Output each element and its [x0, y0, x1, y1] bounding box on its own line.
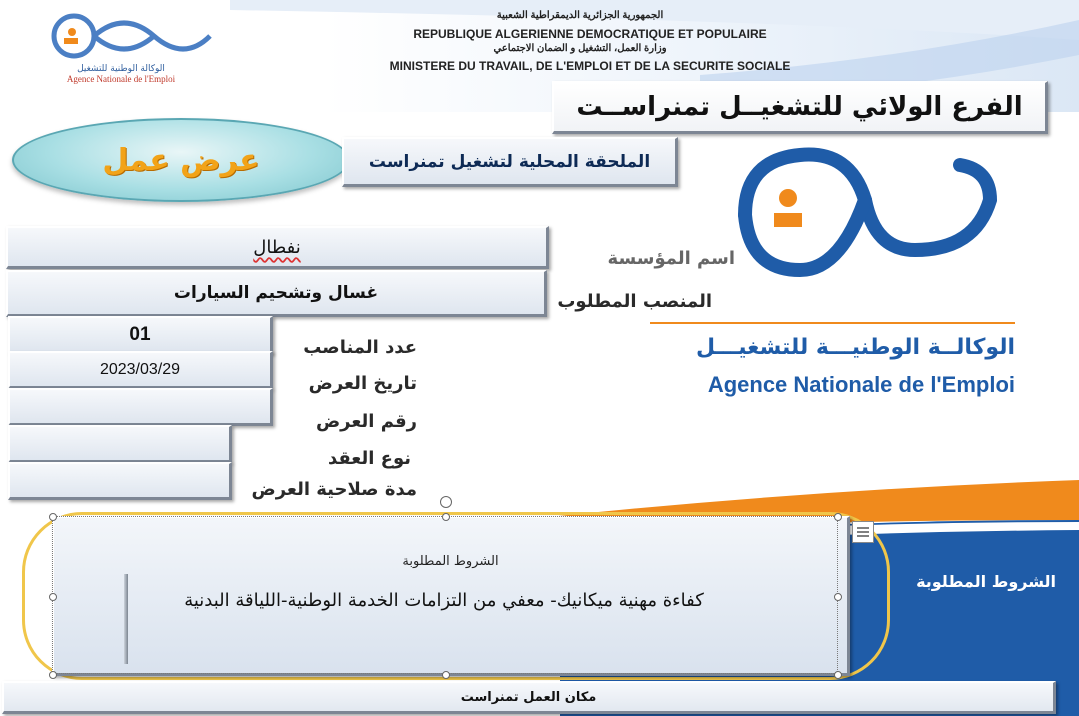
layout-options-icon[interactable] — [852, 521, 874, 543]
label-position: المنصب المطلوب — [557, 291, 712, 312]
agency-name-fr: Agence Nationale de l'Emploi — [707, 372, 1015, 397]
label-validity: مدة صلاحية العرض — [251, 479, 417, 500]
position-field[interactable] — [6, 270, 547, 317]
handle-bottom-left[interactable] — [49, 671, 57, 679]
handle-bottom-mid[interactable] — [442, 671, 450, 679]
offer-badge — [12, 118, 350, 202]
requirements-title: الشروط المطلوبة — [402, 554, 499, 569]
handle-top-left[interactable] — [49, 513, 57, 521]
contract-type-field[interactable] — [8, 425, 232, 463]
header-ministry: MINISTERE DU TRAVAIL, DE L'EMPLOI ET DE LA SECURITE SOCIALE — [389, 59, 791, 73]
count-value: 01 — [129, 323, 151, 345]
rotate-handle[interactable] — [440, 496, 452, 508]
company-field[interactable] — [6, 226, 549, 269]
small-logo-caption-fr: Agence Nationale de l'Emploi — [66, 74, 176, 84]
header-republic: REPUBLIQUE ALGERIENNE DEMOCRATIQUE ET POPULAIRE — [413, 27, 767, 41]
agency-big-logo-icon — [690, 140, 1040, 310]
local-office: الملحقة المحلية لتشغيل تمنراست — [368, 151, 651, 172]
header-arabic-ministry: وزارة العمل، التشغيل و الضمان الاجتماعي — [493, 43, 667, 54]
date-value: 2023/03/29 — [99, 360, 181, 378]
local-office-box — [342, 137, 678, 187]
handle-bottom-right[interactable] — [834, 671, 842, 679]
handle-top-right[interactable] — [834, 513, 842, 521]
validity-field[interactable] — [8, 462, 232, 500]
position-value: غسال وتشحيم السيارات — [173, 283, 379, 303]
small-logo — [14, 10, 228, 84]
label-count: عدد المناصب — [303, 337, 417, 358]
selection-outline — [52, 516, 838, 674]
workplace-bar — [2, 681, 1056, 714]
agency-logo-icon — [14, 10, 228, 60]
date-field[interactable] — [8, 351, 273, 389]
count-field[interactable] — [8, 316, 273, 354]
workplace-text: مكان العمل تمنراست — [460, 689, 597, 705]
branch-title: الفرع الولائي للتشغيــل تمنراســت — [576, 92, 1023, 122]
label-contract-type: نوع العقد — [327, 448, 411, 469]
branch-title-box — [552, 81, 1048, 134]
label-company: اسم المؤسسة — [607, 248, 735, 269]
offer-badge-text: عرض عمل — [102, 142, 260, 178]
handle-top-mid[interactable] — [442, 513, 450, 521]
small-logo-caption: الوكالة الوطنية للتشغيل — [77, 64, 165, 74]
requirements-side-label: الشروط المطلوبة — [916, 572, 1056, 591]
agency-divider — [650, 322, 1015, 324]
company-value: نفطال — [253, 236, 301, 258]
header-arabic-republic: الجمهورية الجزائرية الديمقراطية الشعبية — [496, 10, 664, 21]
requirements-text: كفاءة مهنية ميكانيك- معفي من التزامات الخدمة الوطنية-اللياقة البدنية — [184, 590, 704, 611]
handle-mid-right[interactable] — [834, 593, 842, 601]
agency-name-ar: الوكالــة الوطنيـــة للتشغيـــل — [696, 335, 1015, 360]
offer-number-field[interactable] — [8, 388, 273, 426]
handle-mid-left[interactable] — [49, 593, 57, 601]
label-offer-number: رقم العرض — [315, 411, 417, 432]
label-date: تاريخ العرض — [308, 373, 417, 394]
